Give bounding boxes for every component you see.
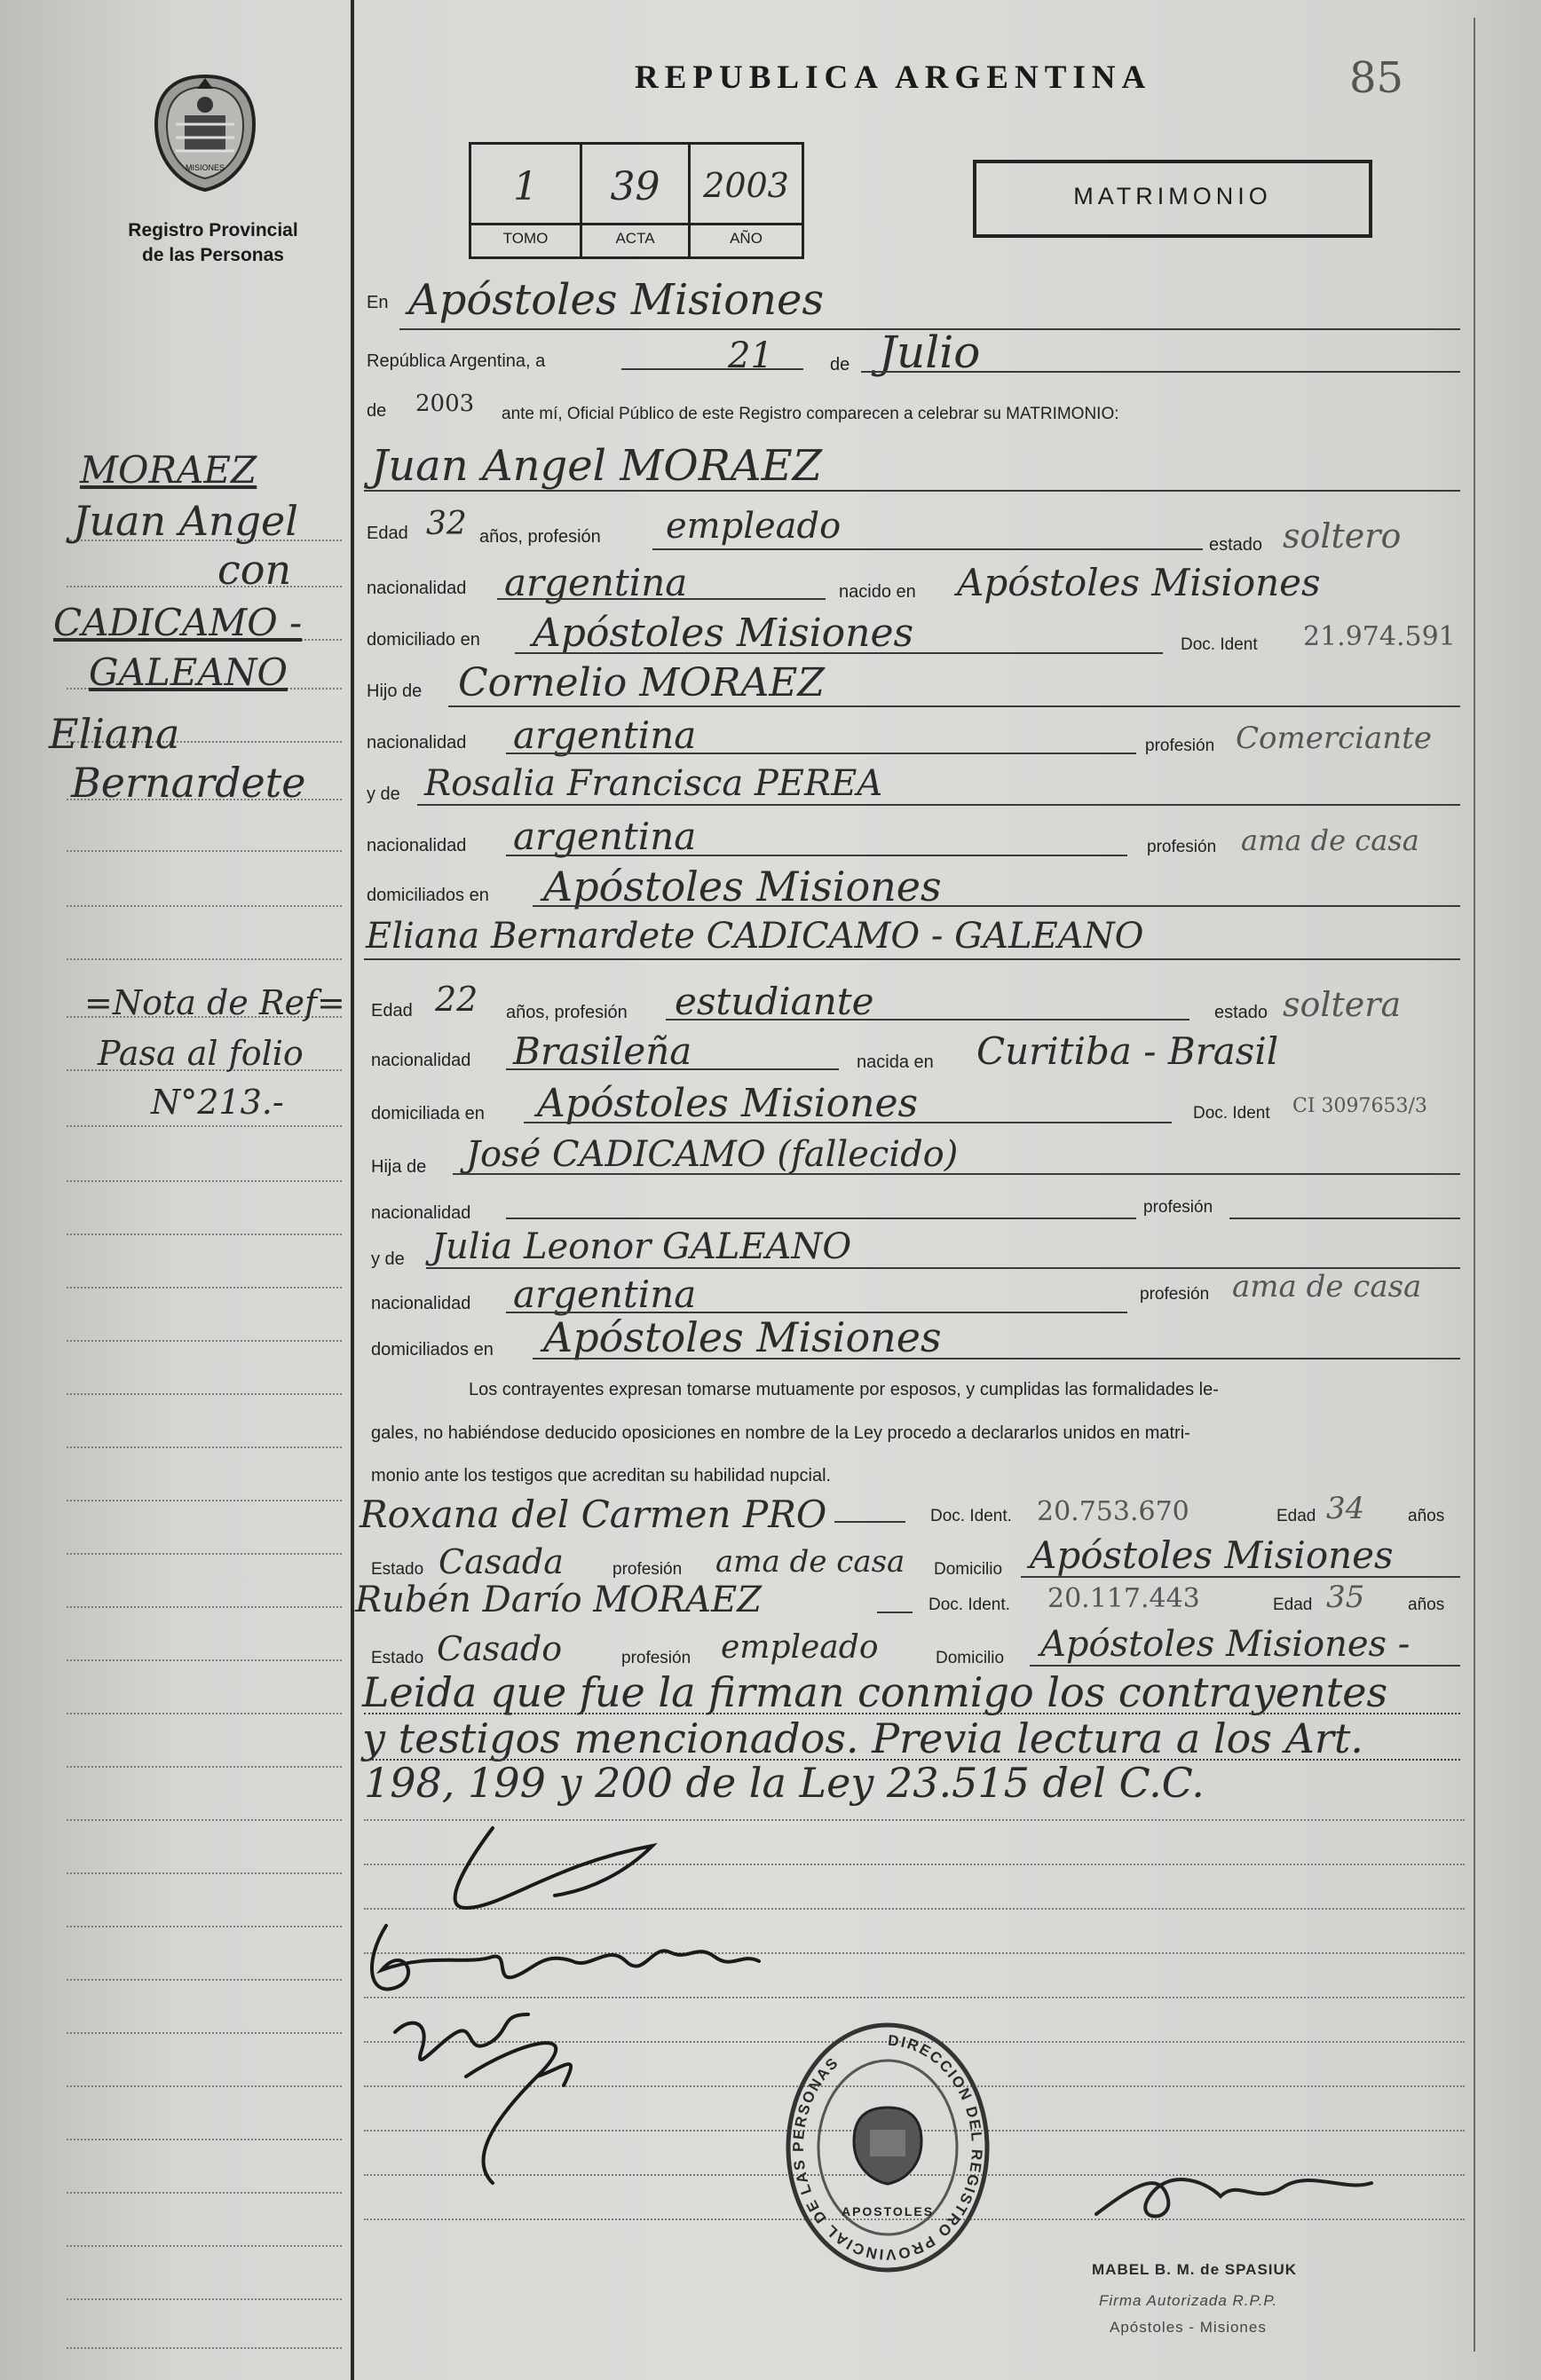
officer-place: Apóstoles - Misiones [1110, 2319, 1267, 2336]
witness2-age: 35 [1326, 1580, 1365, 1615]
groom-father-prof-label: profesión [1145, 737, 1215, 755]
en-label: En [367, 293, 389, 312]
witness1-doc-label: Doc. Ident. [930, 1507, 1012, 1525]
signature-4 [466, 2043, 571, 2183]
bride-mother-prof-label: profesión [1140, 1285, 1210, 1304]
groom-father-nationality: argentina [513, 713, 697, 757]
bride-estado-label: estado [1214, 1003, 1268, 1022]
witness1-domicile: Apóstoles Misiones [1030, 1533, 1394, 1577]
place: Apóstoles Misiones [408, 275, 825, 325]
margin-surname-2a: CADICAMO - [53, 601, 303, 644]
groom-domiciliados-label: domiciliados en [367, 886, 489, 905]
groom-mother-prof-label: profesión [1147, 838, 1217, 856]
ano-label: AÑO [730, 230, 763, 247]
margin-con: con [217, 546, 292, 594]
margin-pasa: Pasa al folio [98, 1034, 304, 1073]
bride-nationality: Brasileña [513, 1029, 692, 1073]
svg-text:MISIONES: MISIONES [185, 163, 225, 172]
margin-name-2b: Bernardete [71, 759, 306, 807]
acta-value: 39 [610, 164, 660, 209]
witness2-edad-label: Edad [1273, 1596, 1313, 1614]
bride-father: José CADICAMO (fallecido) [466, 1134, 959, 1175]
bride-full-name: Eliana Bernardete CADICAMO - GALEANO [366, 916, 1144, 957]
groom-birthplace: Apóstoles Misiones [957, 561, 1321, 604]
groom-anos-label: años, profesión [479, 527, 601, 547]
witness2-estado-label: Estado [371, 1649, 424, 1667]
folio-number: 85 [1349, 53, 1404, 103]
bride-edad-label: Edad [371, 1001, 413, 1021]
witness2-estado: Casado [437, 1629, 563, 1668]
groom-full-name: Juan Angel MORAEZ [371, 441, 822, 491]
witness2-doc: 20.117.443 [1047, 1583, 1200, 1614]
witness2-doc-label: Doc. Ident. [929, 1596, 1010, 1614]
groom-father-profession: Comerciante [1236, 721, 1432, 756]
witness2-name: Rubén Darío MORAEZ [355, 1580, 763, 1620]
margin-nota: =Nota de Ref= [84, 983, 345, 1022]
day: 21 [728, 335, 773, 376]
witness1-profesion-label: profesión [612, 1560, 683, 1579]
groom-doc-label: Doc. Ident [1181, 635, 1258, 654]
margin-name-1: Juan Angel [73, 497, 298, 545]
officer-name: MABEL B. M. de SPASIUK [1092, 2261, 1298, 2278]
bride-nacionalidad-label: nacionalidad [371, 1051, 471, 1070]
declaration-line-3: monio ante los testigos que acreditan su habilidad nupcial. [371, 1466, 832, 1486]
groom-profession: empleado [666, 506, 842, 547]
bride-yde-label: y de [371, 1249, 405, 1269]
agency-line-2: de las Personas [142, 245, 284, 265]
tomo-label: TOMO [502, 230, 549, 247]
witness2-profession: empleado [721, 1629, 879, 1666]
ano-value: 2003 [703, 166, 789, 205]
year-prefix-label: de [367, 401, 387, 421]
groom-yde-label: y de [367, 784, 400, 804]
declaration-line-1: Los contrayentes expresan tomarse mutuamente por esposos, y cumplidas las formalidades le- [469, 1380, 1219, 1399]
right-margin-line [1474, 18, 1475, 2352]
officer-signature [1079, 2152, 1380, 2232]
bride-mother-nationality: argentina [513, 1273, 697, 1316]
groom-edad-label: Edad [367, 524, 408, 543]
bride-father-nat-label: nacionalidad [371, 1203, 471, 1223]
bride-anos-label: años, profesión [506, 1003, 628, 1022]
witness1-profession: ama de casa [715, 1544, 905, 1580]
svg-text:APOSTOLES: APOSTOLES [841, 2204, 935, 2218]
provincial-emblem-icon [149, 71, 261, 195]
act-type-box [973, 160, 1372, 238]
closing-line-2: y testigos mencionados. Previa lectura a los Art. [362, 1714, 1363, 1762]
bride-birthplace: Curitiba - Brasil [976, 1029, 1279, 1073]
groom-mother: Rosalia Francisca PEREA [424, 763, 883, 804]
groom-hijo-label: Hijo de [367, 682, 423, 701]
bride-doc-label: Doc. Ident [1193, 1104, 1270, 1123]
country-title: REPUBLICA ARGENTINA [635, 59, 1152, 96]
svg-text:DIRECCION DEL REGISTRO PROVINC: DIRECCION DEL REGISTRO PROVINCIAL DE LAS PERSONAS [789, 2031, 986, 2264]
margin-surname-1: MORAEZ [80, 448, 257, 492]
groom-mother-nat-label: nacionalidad [367, 836, 467, 855]
witness1-edad-label: Edad [1276, 1507, 1316, 1525]
margin-numero: N°213.- [151, 1083, 284, 1122]
witness1-doc: 20.753.670 [1037, 1496, 1189, 1527]
bride-nacida-label: nacida en [857, 1052, 934, 1072]
margin-name-2a: Eliana [49, 710, 180, 758]
signature-1 [455, 1828, 652, 1908]
official-seal-icon [781, 2019, 994, 2276]
witness2-profesion-label: profesión [621, 1649, 691, 1667]
margin-surname-2b: GALEANO [89, 650, 288, 694]
groom-domiciliado-label: domiciliado en [367, 630, 480, 650]
act-type: MATRIMONIO [1073, 183, 1272, 209]
officer-title: Firma Autorizada R.P.P. [1099, 2292, 1278, 2309]
groom-mother-nationality: argentina [513, 815, 697, 858]
bride-doc: CI 3097653/3 [1292, 1095, 1427, 1117]
bride-domiciliados-label: domiciliados en [371, 1340, 494, 1359]
groom-estado: soltero [1283, 516, 1402, 556]
closing-line-3: 198, 199 y 200 de la Ley 23.515 del C.C. [364, 1759, 1205, 1807]
year: 2003 [415, 390, 475, 417]
agency-name [107, 218, 320, 268]
republica-label: República Argentina, a [367, 351, 546, 371]
bride-father-prof-label: profesión [1143, 1198, 1213, 1217]
bride-mother-nat-label: nacionalidad [371, 1294, 471, 1313]
margin-column-line [351, 0, 354, 2380]
witness1-estado-label: Estado [371, 1560, 424, 1579]
groom-father-nat-label: nacionalidad [367, 733, 467, 753]
acta-label: ACTA [615, 230, 655, 247]
groom-estado-label: estado [1209, 535, 1263, 555]
bride-estado: soltera [1283, 985, 1402, 1024]
groom-nacido-label: nacido en [839, 582, 916, 602]
closing-line-1: Leida que fue la firman conmigo los contrayentes [362, 1668, 1388, 1716]
witness2-domicile: Apóstoles Misiones - [1040, 1624, 1411, 1665]
witness2-anos-label: años [1408, 1596, 1445, 1614]
groom-domicile: Apóstoles Misiones [533, 611, 914, 656]
witness1-estado: Casada [439, 1542, 564, 1581]
witness2-domicilio-label: Domicilio [936, 1649, 1005, 1667]
witness1-anos-label: años [1408, 1507, 1445, 1525]
bride-hija-label: Hija de [371, 1157, 427, 1177]
bride-parents-domicile: Apóstoles Misiones [543, 1313, 942, 1361]
bride-domiciliada-label: domiciliada en [371, 1104, 485, 1123]
groom-age: 32 [426, 506, 467, 542]
month: Julio [879, 327, 981, 378]
witness1-domicilio-label: Domicilio [934, 1560, 1003, 1579]
groom-doc: 21.974.591 [1303, 621, 1456, 652]
groom-father: Cornelio MORAEZ [458, 660, 825, 705]
signature-2 [372, 1926, 759, 1990]
groom-nacionalidad-label: nacionalidad [367, 579, 467, 598]
witness1-age: 34 [1326, 1491, 1365, 1526]
registry-ref-box [469, 142, 804, 259]
de-label: de [830, 355, 850, 374]
bride-age: 22 [435, 980, 478, 1019]
tomo-value: 1 [513, 164, 538, 209]
bride-mother-profession: ama de casa [1232, 1269, 1422, 1304]
groom-mother-profession: ama de casa [1241, 824, 1419, 857]
witness1-name: Roxana del Carmen PRO [360, 1493, 827, 1536]
groom-nationality: argentina [504, 561, 688, 604]
bride-mother: Julia Leonor GALEANO [431, 1226, 852, 1267]
bride-profession: estudiante [675, 980, 874, 1023]
agency-line-1: Registro Provincial [128, 220, 298, 240]
ante-text: ante mí, Oficial Público de este Registro comparecen a celebrar su MATRIMONIO: [502, 405, 1119, 423]
groom-parents-domicile: Apóstoles Misiones [543, 863, 942, 910]
declaration-line-2: gales, no habiéndose deducido oposiciones en nombre de la Ley procedo a declararlos unidos en matri- [371, 1423, 1190, 1443]
bride-domicile: Apóstoles Misiones [537, 1081, 919, 1126]
